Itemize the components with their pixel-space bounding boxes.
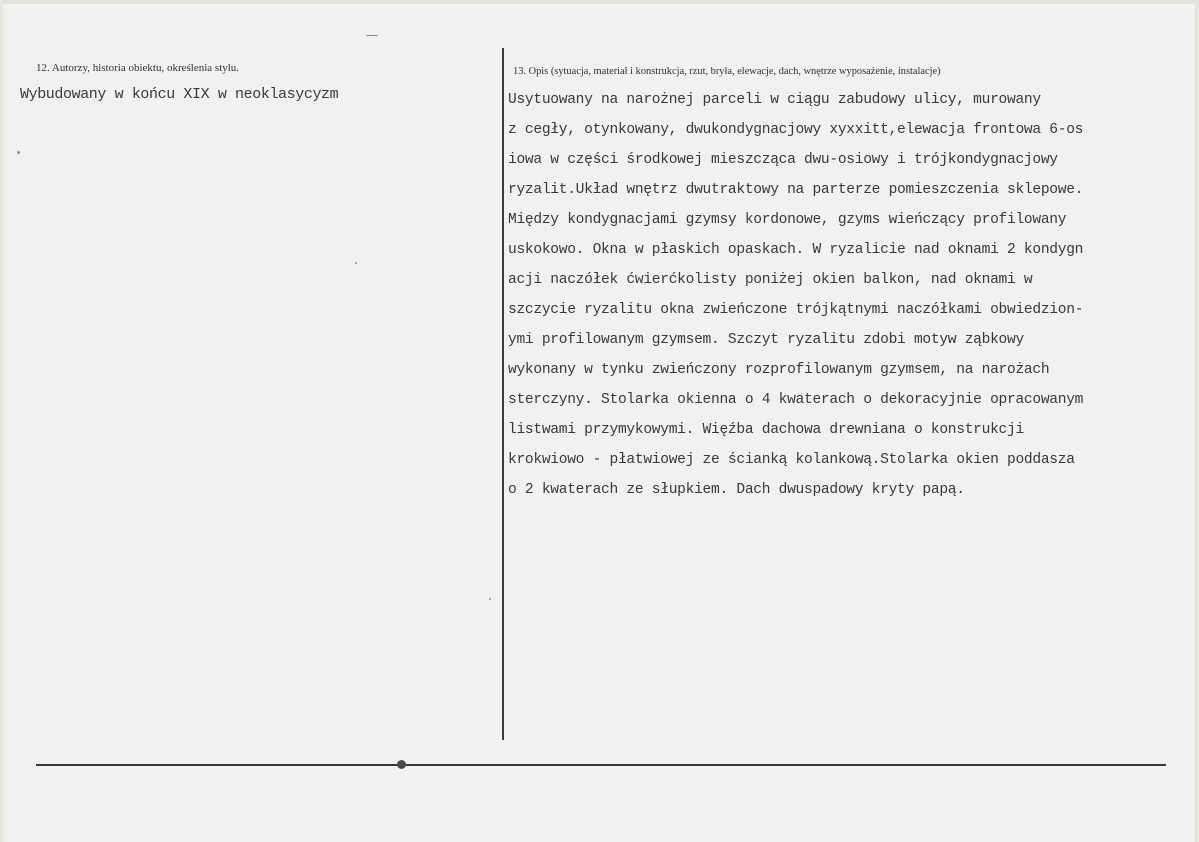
description-line: iowa w części środkowej mieszcząca dwu-osiowy i trójkondygnacjowy bbox=[508, 152, 1058, 168]
description-line: ymi profilowanym gzymsem. Szczyt ryzalitu zdobi motyw ząbkowy bbox=[508, 332, 1024, 348]
bottom-rule-dot bbox=[397, 760, 406, 769]
description-line: szczycie ryzalitu okna zwieńczone trójkątnymi naczółkami obwiedzion- bbox=[508, 302, 1084, 318]
field-13-description bbox=[508, 92, 1196, 512]
paper-speck bbox=[17, 151, 20, 154]
sheet-edge-left bbox=[0, 0, 3, 842]
field-13-label: 13. Opis (sytuacja, materiał i konstrukcja, rzut, bryła, elewacje, dach, wnętrze wyposażenie, instalacje) bbox=[513, 66, 941, 77]
column-divider bbox=[502, 48, 504, 740]
bottom-rule bbox=[36, 764, 1166, 766]
description-line: Między kondygnacjami gzymsy kordonowe, gzyms wieńczący profilowany bbox=[508, 212, 1067, 228]
field-12-value: Wybudowany w końcu XIX w neoklasycyzm bbox=[20, 86, 339, 103]
description-line: Usytuowany na narożnej parceli w ciągu zabudowy ulicy, murowany bbox=[508, 92, 1041, 108]
description-line: acji naczółek ćwierćkolisty poniżej okien balkon, nad oknami w bbox=[508, 272, 1033, 288]
top-tick-mark bbox=[366, 35, 378, 36]
paper-speck bbox=[355, 262, 357, 264]
sheet-edge-top bbox=[0, 0, 1199, 4]
description-line: listwami przymykowymi. Więźba dachowa drewniana o konstrukcji bbox=[508, 422, 1024, 438]
description-line: sterczyny. Stolarka okienna o 4 kwaterach o dekoracyjnie opracowanym bbox=[508, 392, 1084, 408]
description-line: krokwiowo - płatwiowej ze ścianką kolankową.Stolarka okien poddasza bbox=[508, 452, 1075, 468]
description-line: z cegły, otynkowany, dwukondygnacjowy xyxxitt,elewacja frontowa 6-os bbox=[508, 122, 1084, 138]
field-12-label: 12. Autorzy, historia obiektu, określenia stylu. bbox=[36, 62, 240, 74]
description-line: ryzalit.Układ wnętrz dwutraktowy na parterze pomieszczenia sklepowe. bbox=[508, 182, 1084, 198]
description-line: wykonany w tynku zwieńczony rozprofilowanym gzymsem, na narożach bbox=[508, 362, 1050, 378]
description-line: o 2 kwaterach ze słupkiem. Dach dwuspadowy kryty papą. bbox=[508, 482, 965, 498]
paper-speck bbox=[489, 598, 491, 600]
description-line: uskokowo. Okna w płaskich opaskach. W ryzalicie nad oknami 2 kondygn bbox=[508, 242, 1084, 258]
